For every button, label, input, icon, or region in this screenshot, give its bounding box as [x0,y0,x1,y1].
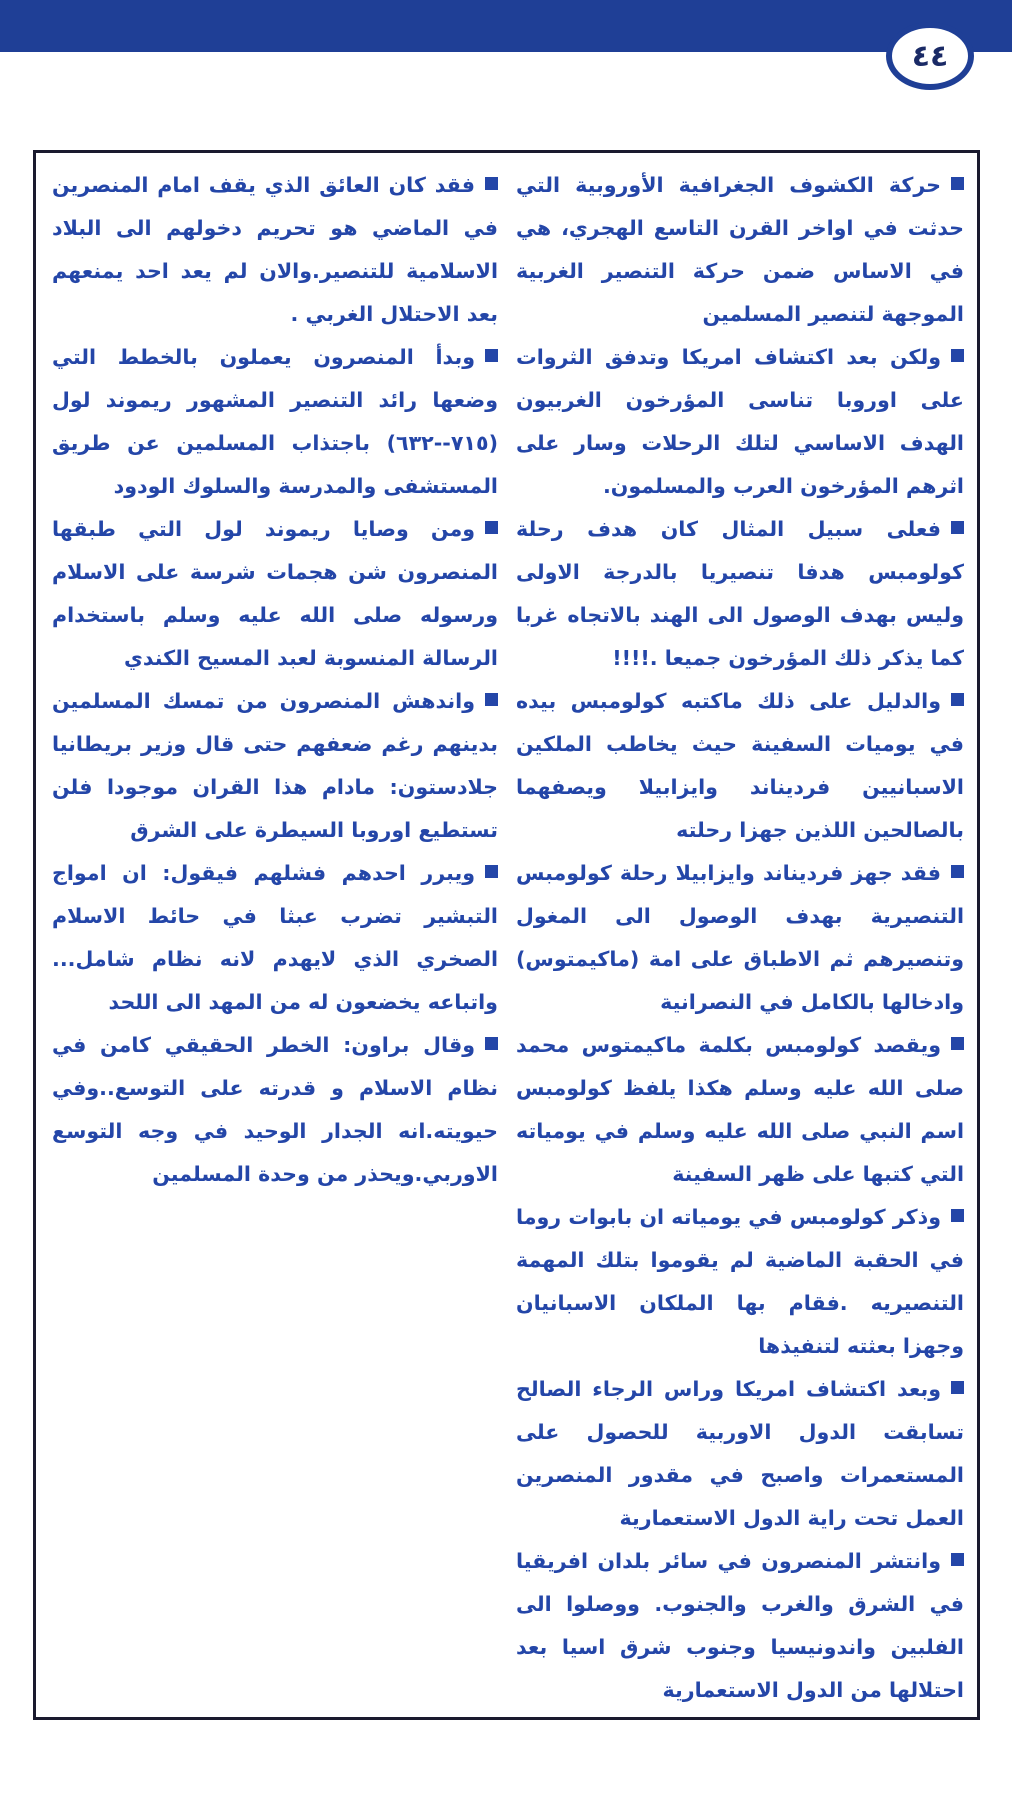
right-column-paragraph-text: والدليل على ذلك ماكتبه كولومبس بيده في يوميات السفينة حيث يخاطب الملكين الاسبانيين فرديناند وايزابيلا ويصفهما بالصالحين اللذين جهزا رحلته [516,689,964,842]
right-column-paragraph [516,508,964,680]
right-column-paragraph-text: وانتشر المنصرون في سائر بلدان افريقيا في الشرق والغرب والجنوب. ووصلوا الى الفلبين واندونيسيا وجنوب شرق اسيا بعد احتلالها من الدول الاستعمارية [516,1549,964,1702]
square-bullet-icon [951,1209,964,1222]
two-column-body [52,164,964,1712]
page-number-badge [886,22,974,90]
left-column-paragraph-text: ويبرر احدهم فشلهم فيقول: ان امواج التبشير تضرب عبثا في حائط الاسلام الصخري الذي لايهدم لانه نظام شامل... واتباعه يخضعون له من المهد الى اللحد [52,861,498,1014]
right-column-paragraph [516,1368,964,1540]
top-header-band [0,0,1012,52]
square-bullet-icon [951,865,964,878]
left-column-paragraph [52,1024,498,1196]
right-column-paragraph-text: وذكر كولومبس في يومياته ان بابوات روما في الحقبة الماضية لم يقوموا بتلك المهمة التنصيريه .فقام بها الملكان الاسبانيان وجهزا بعثته لتنفيذها [516,1205,964,1358]
right-column-paragraph [516,336,964,508]
left-column-paragraph-text: وقال براون: الخطر الحقيقي كامن في نظام الاسلام و قدرته على التوسع..وفي حيويته.انه الجدار الوحيد في وجه التوسع الاوربي.ويحذر من وحدة المسلمين [52,1033,498,1186]
square-bullet-icon [951,177,964,190]
right-column-paragraph [516,1024,964,1196]
square-bullet-icon [485,349,498,362]
left-column-paragraph [52,164,498,336]
right-column-paragraph [516,1196,964,1368]
right-column-paragraph-text: ولكن بعد اكتشاف امريكا وتدفق الثروات على اوروبا تناسى المؤرخون الغربيون الهدف الاساسي لتلك الرحلات وسار على اثرهم المؤرخون العرب والمسلمون. [516,345,964,498]
square-bullet-icon [485,1037,498,1050]
square-bullet-icon [485,177,498,190]
left-column-paragraph [52,508,498,680]
right-column-paragraph [516,1540,964,1712]
right-column-paragraph-text: فقد جهز فرديناند وايزابيلا رحلة كولومبس التنصيرية بهدف الوصول الى المغول وتنصيرهم ثم الاطباق على امة (ماكيمتوس) وادخالها بالكامل في النصرانية [516,861,964,1014]
right-column-paragraph-text: ويقصد كولومبس بكلمة ماكيمتوس محمد صلى الله عليه وسلم هكذا يلفظ كولومبس اسم النبي صلى الله عليه وسلم في يومياته التي كتبها على ظهر السفينة [516,1033,964,1186]
square-bullet-icon [485,693,498,706]
page-number: ٤٤ [911,38,949,74]
left-column-paragraph [52,680,498,852]
right-column-paragraph-text: فعلى سبيل المثال كان هدف رحلة كولومبس هدفا تنصيريا بالدرجة الاولى وليس بهدف الوصول الى الهند بالاتجاه غربا كما يذكر ذلك المؤرخون جميعا .!!!! [516,517,964,670]
right-column-paragraph-text: حركة الكشوف الجغرافية الأوروبية التي حدثت في اواخر القرن التاسع الهجري، هي في الاساس ضمن حركة التنصير الغربية الموجهة لتنصير المسلمين [516,173,964,326]
left-column-paragraph [52,336,498,508]
square-bullet-icon [485,521,498,534]
square-bullet-icon [951,1381,964,1394]
left-column-paragraph-text: واندهش المنصرون من تمسك المسلمين بدينهم رغم ضعفهم حتى قال وزير بريطانيا جلادستون: مادام هذا القران موجودا فلن تستطيع اوروبا السيطرة على الشرق [52,689,498,842]
right-column-paragraph [516,680,964,852]
square-bullet-icon [951,693,964,706]
square-bullet-icon [951,521,964,534]
left-column-paragraph-text: وبدأ المنصرون يعملون بالخطط التي وضعها رائد التنصير المشهور ريموند لول (٧١٥--٦٣٢) باجتذاب المسلمين عن طريق المستشفى والمدرسة والسلوك الودود [52,345,498,498]
square-bullet-icon [951,1553,964,1566]
left-column-paragraph-text: فقد كان العائق الذي يقف امام المنصرين في الماضي هو تحريم دخولهم الى البلاد الاسلامية للتنصير.والان لم يعد احد يمنعهم بعد الاحتلال الغربي . [52,173,498,326]
square-bullet-icon [951,1037,964,1050]
right-column-paragraph [516,852,964,1024]
square-bullet-icon [951,349,964,362]
right-column [516,164,964,1712]
left-column-paragraph [52,852,498,1024]
right-column-paragraph-text: وبعد اكتشاف امريكا وراس الرجاء الصالح تسابقت الدول الاوربية للحصول على المستعمرات واصبح في مقدور المنصرين العمل تحت راية الدول الاستعمارية [516,1377,964,1530]
left-column [52,164,498,1712]
right-column-paragraph [516,164,964,336]
left-column-paragraph-text: ومن وصايا ريموند لول التي طبقها المنصرون شن هجمات شرسة على الاسلام ورسوله صلى الله عليه وسلم باستخدام الرسالة المنسوبة لعبد المسيح الكندي [52,517,498,670]
square-bullet-icon [485,865,498,878]
